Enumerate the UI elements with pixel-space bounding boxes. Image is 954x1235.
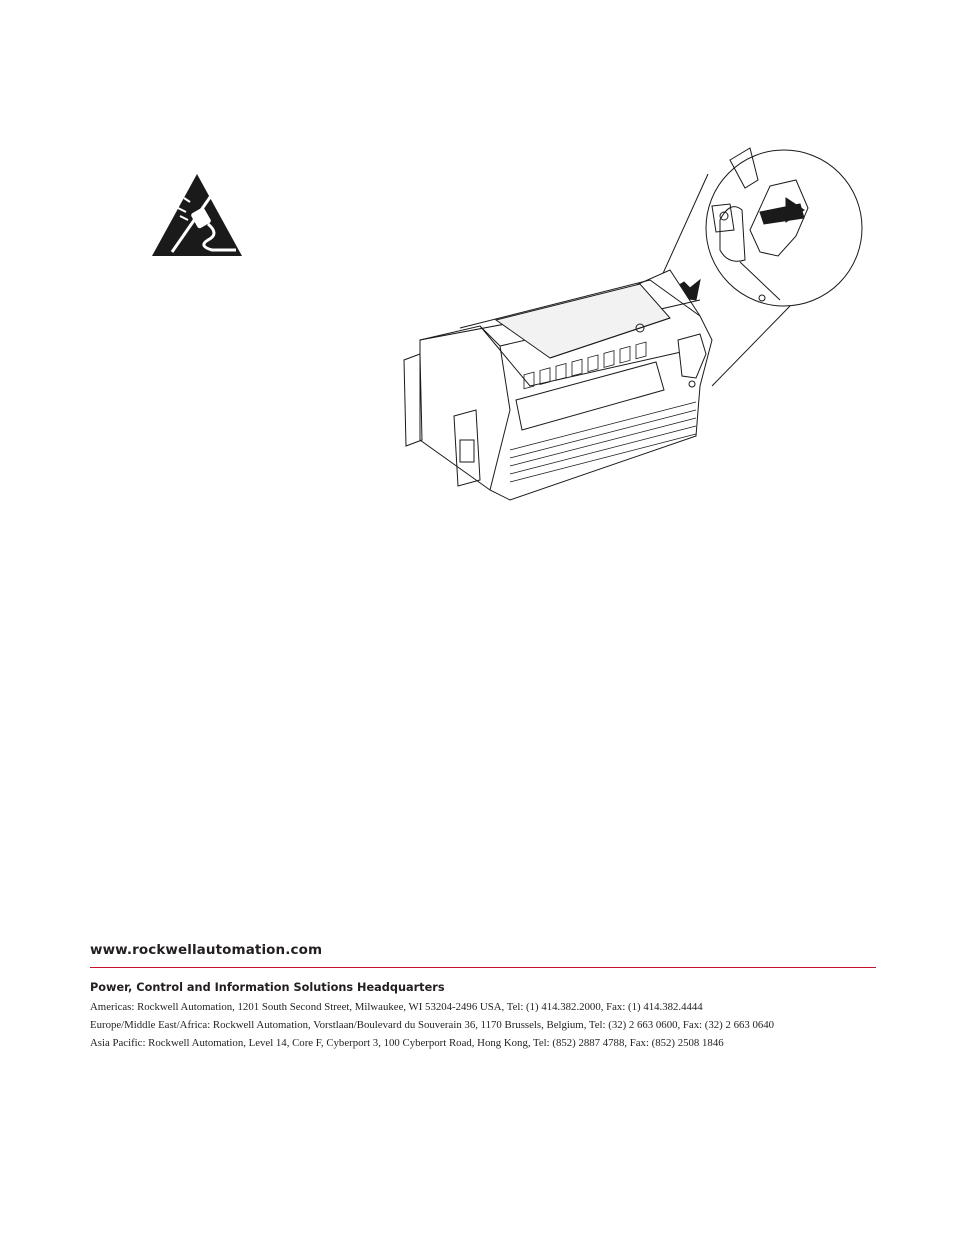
address-americas: Americas: Rockwell Automation, 1201 South Second Street, Milwaukee, WI 53204-2496 USA, Tel: (1) 414.382.2000, Fax: (1) 414.382.4444: [90, 1001, 703, 1013]
headquarters-title: Power, Control and Information Solutions Headquarters: [90, 981, 445, 994]
website-link[interactable]: www.rockwellautomation.com: [90, 942, 323, 958]
controller-housing: [404, 270, 712, 500]
footer-divider: [90, 967, 876, 968]
address-list: [90, 998, 876, 1052]
address-emea: Europe/Middle East/Africa: Rockwell Automation, Vorstlaan/Boulevard du Souverain 36, 1170 Brussels, Belgium, Tel: (32) 2 663 0600, Fax: (32) 2 663 0640: [90, 1019, 775, 1031]
address-asia-pacific: Asia Pacific: Rockwell Automation, Level 14, Core F, Cyberport 3, 100 Cyberport Road, Hong Kong, Tel: (852) 2887 4788, Fax: (852) 2508 1846: [90, 1037, 724, 1049]
controller-latch-illustration: [400, 140, 870, 510]
document-footer: [90, 942, 876, 1052]
unplug-power-warning-icon: [150, 172, 244, 258]
